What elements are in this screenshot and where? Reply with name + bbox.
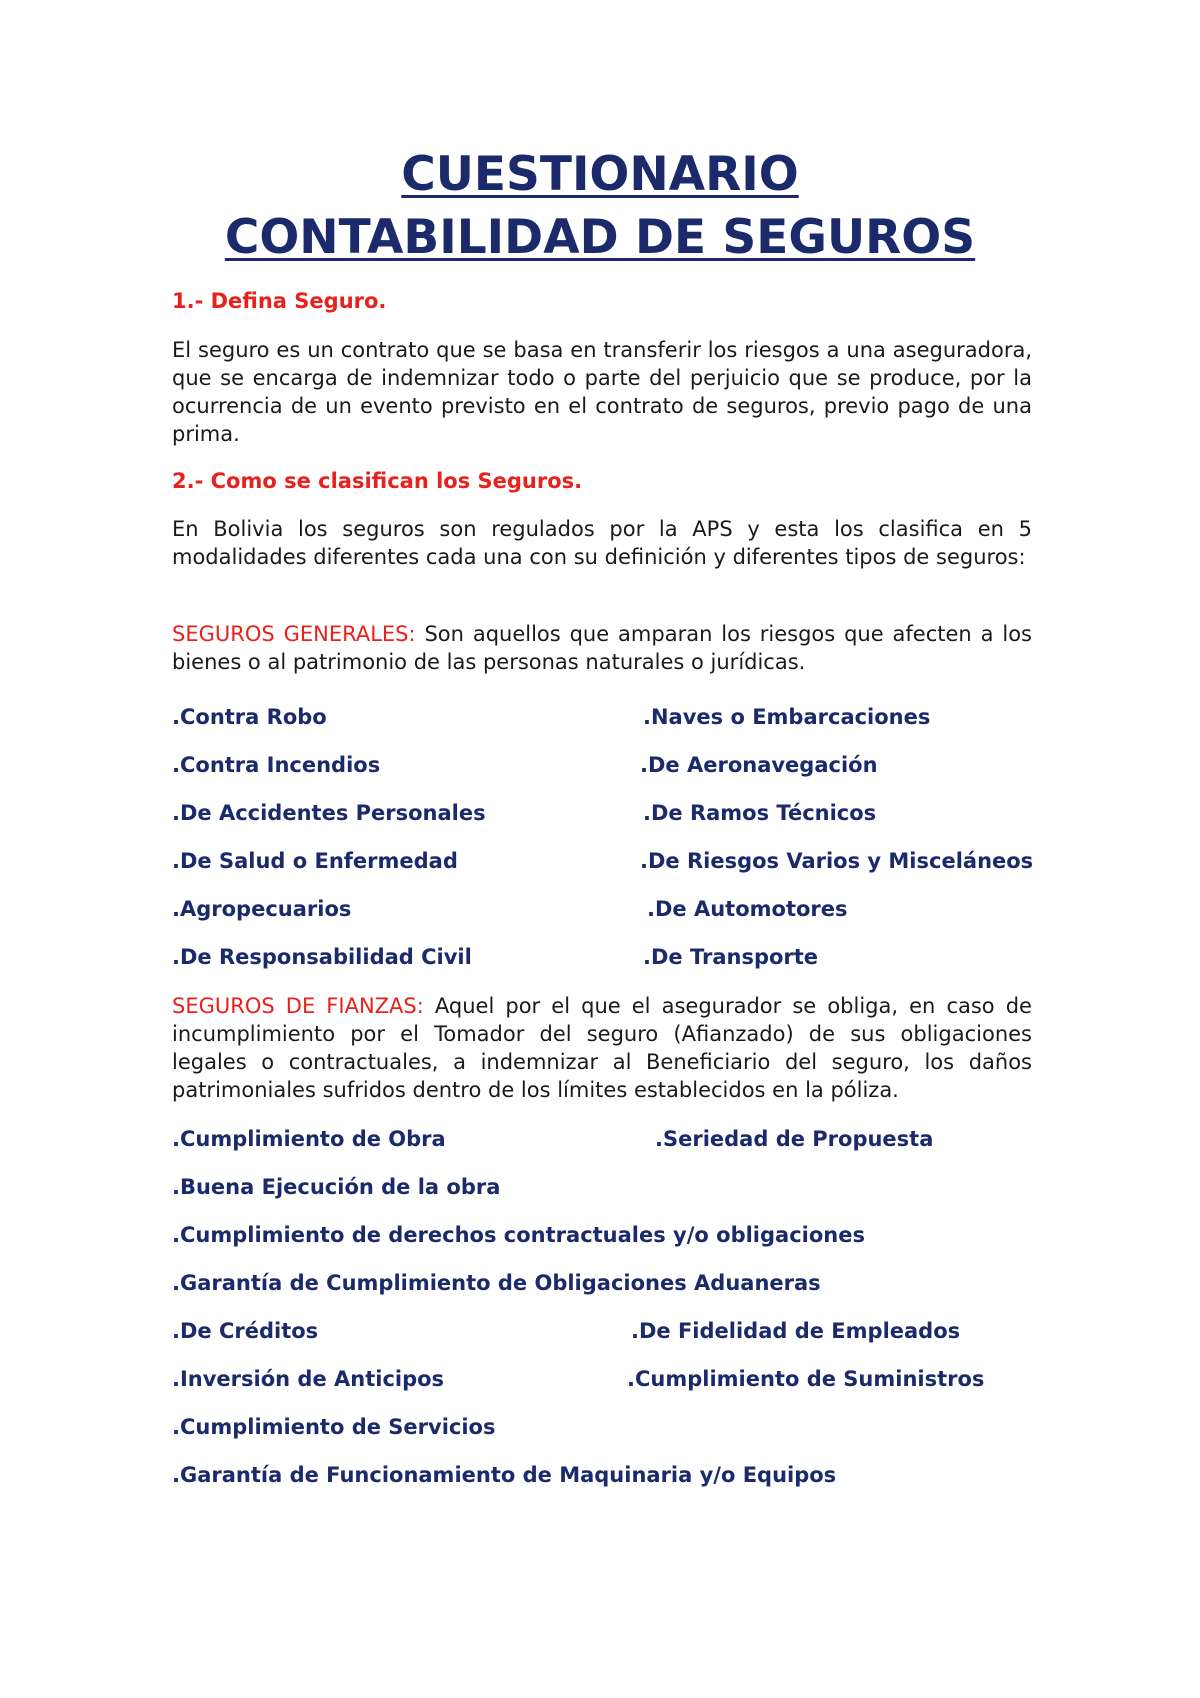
question-1-heading: 1.- Defina Seguro. [172,289,387,313]
generales-item: .Contra Robo [172,705,327,729]
generales-item: .Agropecuarios [172,897,352,921]
generales-item: .De Accidentes Personales [172,801,486,825]
fianzas-item: .Cumplimiento de Servicios [172,1415,496,1439]
fianzas-item: .Cumplimiento de derechos contractuales y/o obligaciones [172,1223,865,1247]
generales-item: .De Aeronavegación [640,753,878,777]
seguros-generales-label: SEGUROS GENERALES: [172,622,416,646]
fianzas-item: .Inversión de Anticipos [172,1367,445,1391]
generales-item: .De Responsabilidad Civil [172,945,472,969]
seguros-fianzas-text: Aquel por el que el asegurador se obliga, en caso de incumplimiento por el Tomador del seguro (Afianzado) de sus obligaciones legales o contractuales, a indemnizar al Beneficiario del seguro, los daños patrimoniales sufridos dentro de los límites establecidos en la póliza. [172,994,1032,1102]
question-2-answer: En Bolivia los seguros son regulados por la APS y esta los clasifica en 5 modalidades diferentes cada una con su definición y diferentes tipos de seguros: [172,517,1032,569]
question-2-heading: 2.- Como se clasifican los Seguros. [172,469,583,493]
generales-item: .De Transporte [643,945,819,969]
generales-item: .De Automotores [647,897,848,921]
fianzas-item: .Cumplimiento de Suministros [627,1367,985,1391]
generales-item: .De Ramos Técnicos [643,801,877,825]
generales-item: .De Riesgos Varios y Misceláneos [640,849,1034,873]
fianzas-item: .De Fidelidad de Empleados [631,1319,961,1343]
title-line-2: CONTABILIDAD DE SEGUROS [224,210,976,265]
fianzas-item: .Buena Ejecución de la obra [172,1175,501,1199]
generales-item: .Contra Incendios [172,753,381,777]
seguros-generales-paragraph [172,620,1032,676]
generales-item: .Naves o Embarcaciones [643,705,931,729]
fianzas-item: .De Créditos [172,1319,319,1343]
seguros-fianzas-paragraph [172,992,1032,1104]
seguros-generales-text: Son aquellos que amparan los riesgos que afecten a los bienes o al patrimonio de las personas naturales o jurídicas. [172,622,1032,674]
seguros-fianzas-label: SEGUROS DE FIANZAS: [172,994,424,1018]
fianzas-item: .Seriedad de Propuesta [655,1127,934,1151]
title-line-1: CUESTIONARIO [401,147,799,202]
question-1-answer: El seguro es un contrato que se basa en transferir los riesgos a una aseguradora, que se encarga de indemnizar todo o parte del perjuicio que se produce, por la ocurrencia de un evento previsto en el contrato de seguros, previo pago de una prima. [172,338,1032,446]
fianzas-item: .Cumplimiento de Obra [172,1127,446,1151]
fianzas-item: .Garantía de Cumplimiento de Obligaciones Aduaneras [172,1271,821,1295]
generales-item: .De Salud o Enfermedad [172,849,458,873]
fianzas-item: .Garantía de Funcionamiento de Maquinaria y/o Equipos [172,1463,837,1487]
